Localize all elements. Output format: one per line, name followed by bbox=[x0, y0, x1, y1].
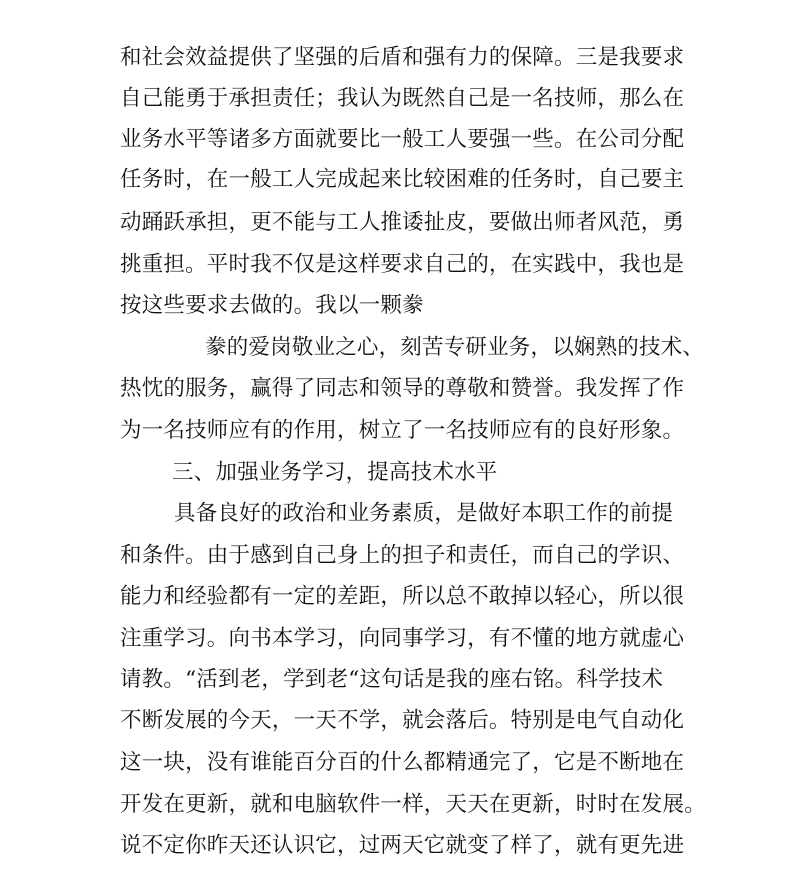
text-line: 开发在更新，就和电脑软件一样，天天在更新，时时在发展。 bbox=[120, 792, 706, 817]
text-line: 这一块，没有谁能百分百的什么都精通完了，它是不断地在 bbox=[120, 750, 685, 775]
text-line: 自己能勇于承担责任；我认为既然自己是一名技师，那么在 bbox=[120, 86, 685, 111]
text-line: 业务水平等诸多方面就要比一般工人要强一些。在公司分配 bbox=[120, 127, 685, 152]
text-line: 具备良好的政治和业务素质，是做好本职工作的前提 bbox=[174, 501, 674, 526]
section-heading: 三、加强业务学习，提高技术水平 bbox=[172, 460, 498, 485]
text-line: 为一名技师应有的作用，树立了一名技师应有的良好形象。 bbox=[120, 418, 685, 443]
text-line: 挑重担。平时我不仅是这样要求自己的，在实践中，我也是 bbox=[120, 252, 685, 277]
text-line: 热忱的服务，赢得了同志和领导的尊敬和赞誉。我发挥了作 bbox=[120, 376, 685, 401]
text-line: 不断发展的今天，一天不学，就会落后。特别是电气自动化 bbox=[120, 708, 685, 733]
text-line: 动踊跃承担，更不能与工人推诿扯皮，要做出师者风范，勇 bbox=[120, 210, 685, 235]
text-line: 和条件。由于感到自己身上的担子和责任，而自己的学识、 bbox=[120, 543, 685, 568]
text-line: 豢的爱岗敬业之心，刻苦专研业务，以娴熟的技术、 bbox=[205, 335, 705, 360]
text-line: 能力和经验都有一定的差距，所以总不敢掉以轻心，所以很 bbox=[120, 584, 685, 609]
text-line: 按这些要求去做的。我以一颗豢 bbox=[120, 293, 424, 318]
text-line: 说不定你昨天还认识它，过两天它就变了样了，就有更先进 bbox=[120, 833, 685, 858]
text-line: 和社会效益提供了坚强的后盾和强有力的保障。三是我要求 bbox=[120, 45, 685, 70]
text-line: 注重学习。向书本学习，向同事学习，有不懂的地方就虚心 bbox=[120, 626, 685, 651]
text-line: 任务时，在一般工人完成起来比较困难的任务时，自己要主 bbox=[120, 167, 685, 192]
text-line: 请教。“活到老，学到老“这句话是我的座右铭。科学技术 bbox=[120, 667, 664, 692]
